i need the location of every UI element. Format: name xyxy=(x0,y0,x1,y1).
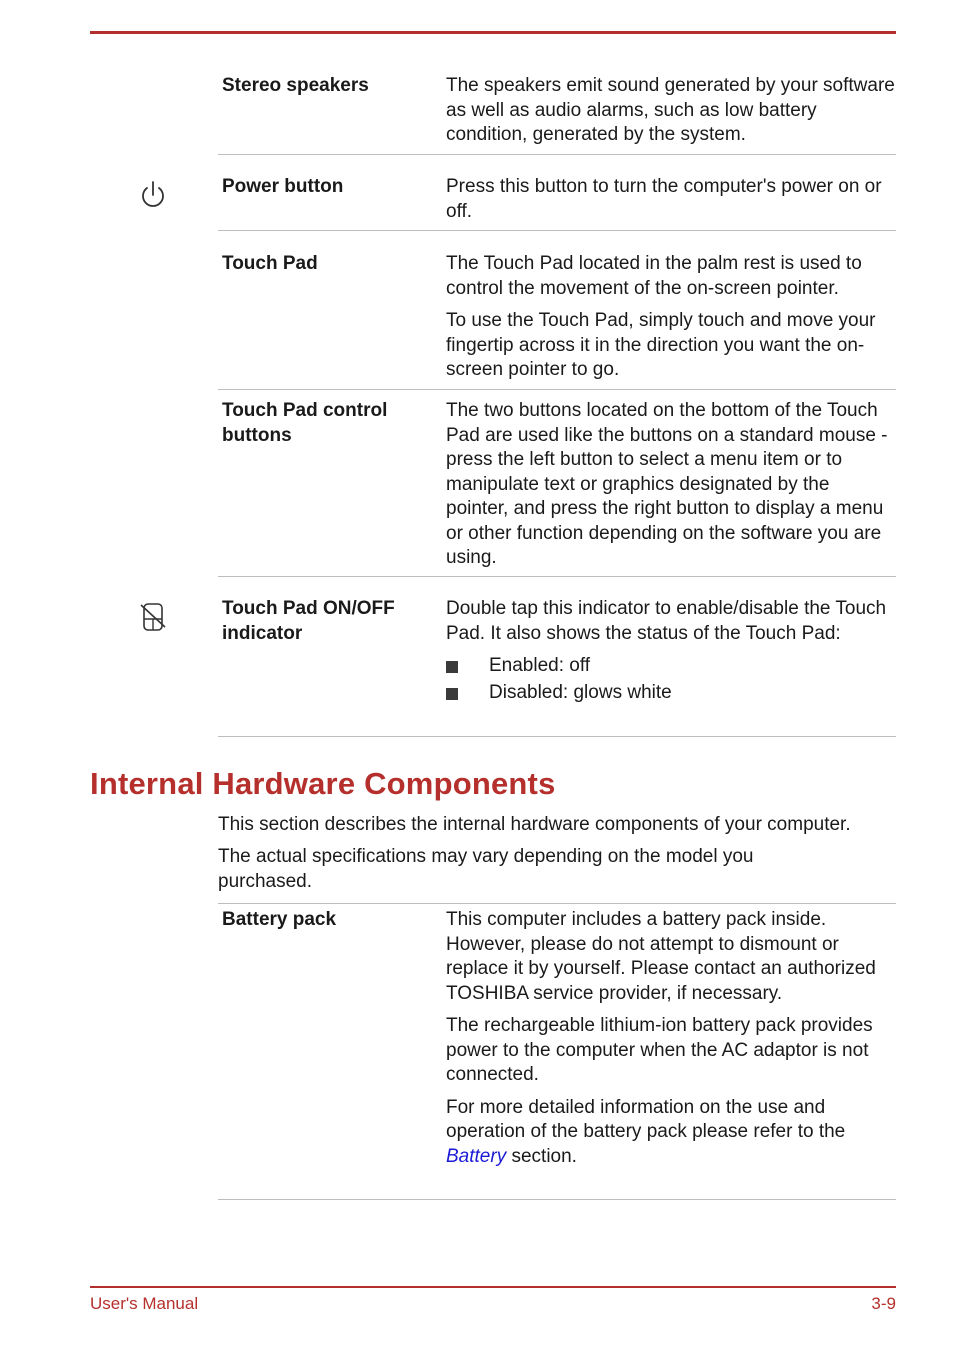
desc-touch-pad-onoff-indicator xyxy=(446,597,896,707)
desc-paragraph: The speakers emit sound generated by your software as well as audio alarms, such as low battery condition, generated by the system. xyxy=(446,75,895,145)
table-row xyxy=(218,903,896,1200)
desc-text: For more detailed information on the use and operation of the battery pack please refer to the xyxy=(446,1096,846,1142)
desc-touch-pad xyxy=(446,252,896,391)
footer-rule xyxy=(90,1286,896,1288)
desc-stereo-speakers xyxy=(446,74,896,156)
desc-paragraph: The two buttons located on the bottom of the Touch Pad are used like the buttons on a standard mouse - press the left button to select a menu item or to manipulate text or graphics designated by the pointer, and press the right button to display a menu or other function depending on the software you are using. xyxy=(446,400,888,568)
list-item: Enabled: off xyxy=(446,654,896,679)
battery-link[interactable]: Battery xyxy=(446,1145,507,1167)
term-touch-pad: Touch Pad xyxy=(222,253,318,274)
table-row xyxy=(218,72,896,155)
desc-paragraph: Double tap this indicator to enable/disable the Touch Pad. It also shows the status of the Touch Pad: xyxy=(446,598,887,644)
table-row xyxy=(218,250,896,390)
status-list xyxy=(446,654,896,705)
power-icon xyxy=(138,180,168,210)
term-line: indicator xyxy=(222,622,303,644)
desc-paragraph: To use the Touch Pad, simply touch and move your fingertip across it in the direction you want the on-screen pointer to go. xyxy=(446,310,876,380)
term-line: Touch Pad control xyxy=(222,400,388,421)
desc-power-button xyxy=(446,175,896,232)
section-heading: Internal Hardware Components xyxy=(90,766,556,801)
table-row xyxy=(218,595,896,737)
term-stereo-speakers: Stereo speakers xyxy=(222,75,369,96)
desc-paragraph: Press this button to turn the computer's power on or off. xyxy=(446,176,882,222)
touchpad-off-icon xyxy=(138,602,168,632)
term-line: buttons xyxy=(222,424,292,446)
desc-paragraph: The Touch Pad located in the palm rest is used to control the movement of the on-screen pointer. xyxy=(446,253,862,299)
page-number: 3-9 xyxy=(871,1294,896,1313)
desc-battery-pack xyxy=(446,908,896,1177)
desc-paragraph: The rechargeable lithium-ion battery pack provides power to the computer when the AC adaptor is not connected. xyxy=(446,1015,873,1085)
term-power-button: Power button xyxy=(222,176,344,197)
section-intro: This section describes the internal hardware components of your computer. xyxy=(218,814,851,835)
term-line: Touch Pad ON/OFF xyxy=(222,598,395,619)
header-rule xyxy=(90,31,896,34)
table-row xyxy=(218,397,896,577)
list-item: Disabled: glows white xyxy=(446,681,896,706)
term-battery-pack: Battery pack xyxy=(222,909,337,930)
footer-manual-title: User's Manual xyxy=(90,1294,199,1313)
desc-text: section. xyxy=(511,1145,577,1167)
table-row xyxy=(218,173,896,231)
section-note: The actual specifications may vary depending on the model you purchased. xyxy=(218,846,754,892)
term-touch-pad-control-buttons xyxy=(222,399,432,448)
desc-paragraph xyxy=(446,1096,896,1170)
term-touch-pad-onoff-indicator xyxy=(222,597,432,646)
desc-touch-pad-control-buttons xyxy=(446,399,896,579)
desc-paragraph: This computer includes a battery pack inside. However, please do not attempt to dismount or replace it by yourself. Please contact an authorized TOSHIBA service provider, if necessary. xyxy=(446,909,876,1004)
